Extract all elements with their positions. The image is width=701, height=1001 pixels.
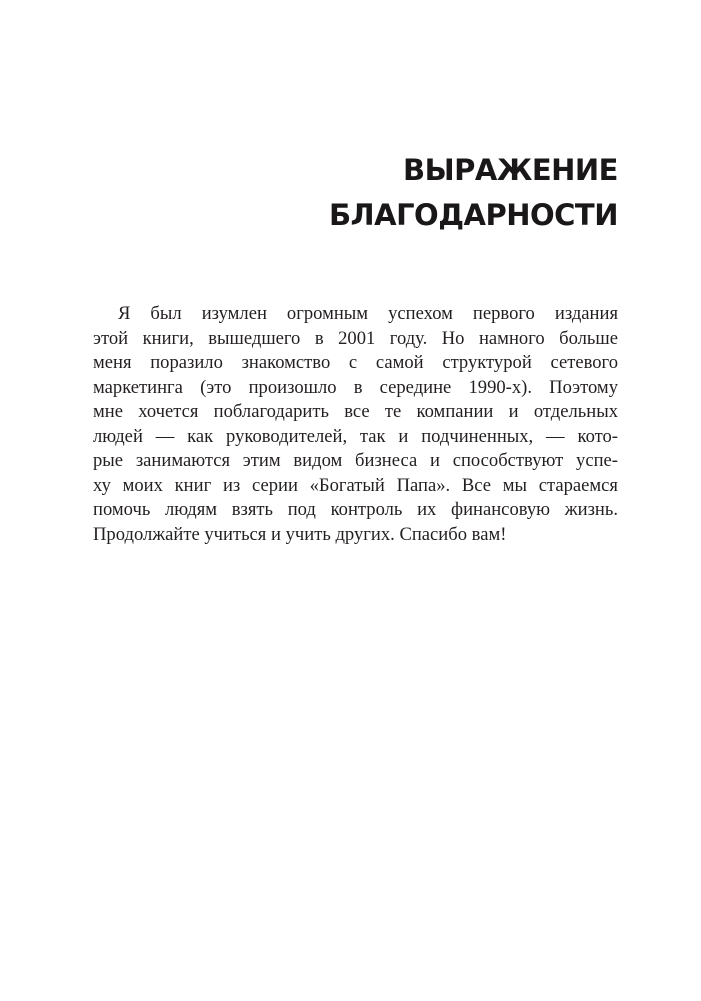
text-line: Я был изумлен огромным успехом первого издания (118, 303, 618, 324)
text-line: людей — как руководителей, так и подчиненных, — кото- (93, 425, 618, 447)
text-line: меня поразило знакомство с самой структурой сетевого (93, 352, 618, 373)
text-line: мне хочется поблагодарить все те компании и отдельных (93, 401, 618, 422)
title-line: БЛАГОДАРНОСТИ (328, 198, 618, 232)
text-line: маркетинга (это произошло в середине 1990-х). Поэтому (93, 376, 618, 398)
acknowledgement-paragraph (93, 302, 618, 547)
chapter-title (329, 148, 618, 238)
text-line: этой книги, вышедшего в 2001 году. Но намного больше (93, 327, 618, 349)
text-line: рые занимаются этим видом бизнеса и способствуют успе- (93, 450, 618, 471)
text-line: помочь людям взять под контроль их финансовую жизнь. (93, 499, 618, 520)
title-line: ВЫРАЖЕНИЕ (402, 153, 618, 187)
text-line: ху моих книг из серии «Богатый Папа». Все мы стараемся (93, 474, 618, 496)
text-line: Продолжайте учиться и учить других. Спасибо вам! (93, 523, 507, 545)
